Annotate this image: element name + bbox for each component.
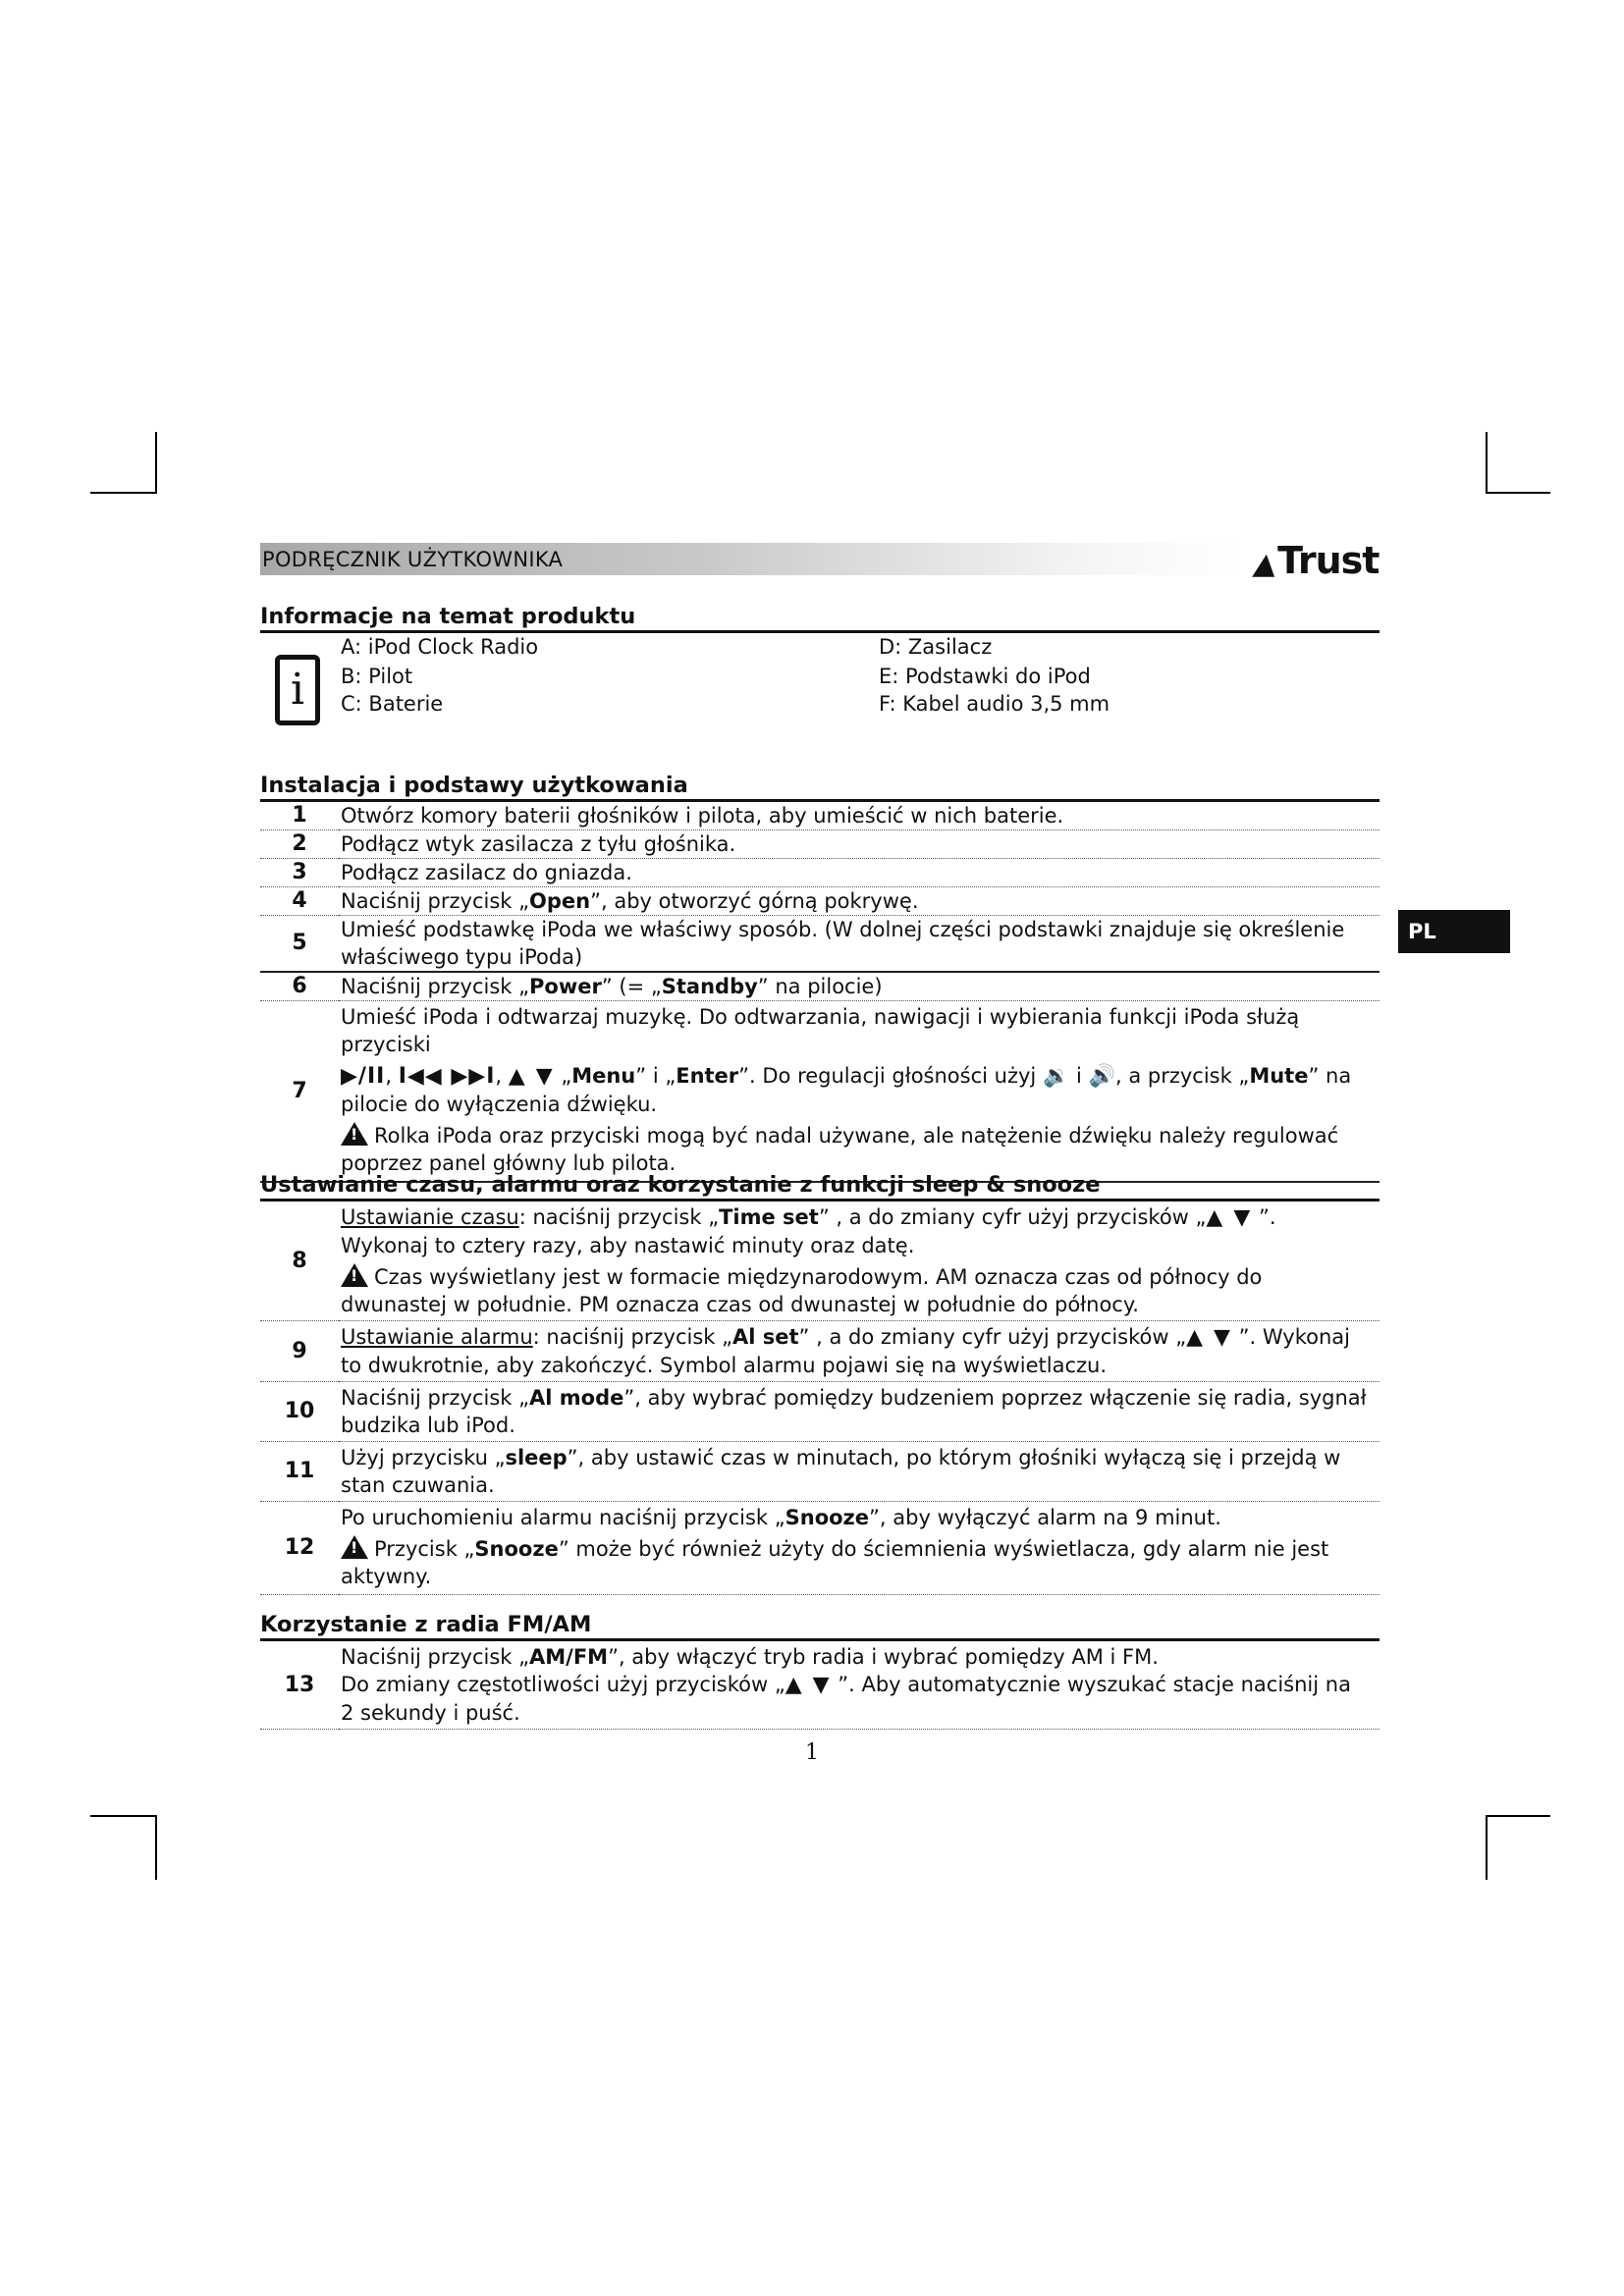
section-title: Informacje na temat produktu <box>260 604 636 629</box>
product-item: B: Pilot <box>341 665 413 688</box>
step-number: 3 <box>292 860 307 884</box>
step-number: 5 <box>292 931 307 955</box>
step-text: Ustawianie alarmu: naciśnij przycisk „Al set” , a do zmiany cyfr użyj przycisków „▲ ▼ ”. Wykonaj to dwukrotnie, aby zakończyć. Symbol alarmu pojawi się na wyświetlaczu. <box>341 1325 1350 1377</box>
product-item: E: Podstawki do iPod <box>879 665 1091 688</box>
step-line: Ustawianie czasu: naciśnij przycisk „Time set” , a do zmiany cyfr użyj przycisków „▲ ▼ ”. Wykonaj to cztery razy, aby nastawić minuty oraz datę. <box>341 1205 1276 1257</box>
step-number: 6 <box>292 974 307 998</box>
button-name: Al set <box>732 1325 799 1349</box>
step-number: 12 <box>284 1535 315 1560</box>
volume-up-icon: 🔊 <box>1088 1064 1115 1089</box>
section-time <box>260 1171 1380 1201</box>
step-text: Naciśnij przycisk „Power” (= „Standby” na pilocie) <box>341 975 883 998</box>
step-row <box>260 887 1380 916</box>
step-row <box>260 859 1380 887</box>
button-name: Enter <box>676 1064 739 1088</box>
step-text <box>339 1201 1380 1321</box>
step-note: !Przycisk „Snooze” może być również użyty do ściemnienia wyświetlacza, gdy alarm nie jest aktywny. <box>341 1535 1370 1590</box>
button-name: Power <box>529 975 602 998</box>
warning-icon <box>341 1535 368 1559</box>
step-row <box>260 1502 1380 1595</box>
button-name: AM/FM <box>529 1645 609 1669</box>
trust-logo <box>1251 539 1380 582</box>
button-name: Menu <box>571 1064 636 1088</box>
step-number: 13 <box>284 1672 315 1697</box>
info-icon: i <box>275 655 320 725</box>
step-line: Po uruchomieniu alarmu naciśnij przycisk „Snooze”, aby wyłączyć alarm na 9 minut. <box>341 1506 1221 1529</box>
step-number: 7 <box>292 1078 307 1103</box>
product-item: C: Baterie <box>341 692 444 716</box>
section-install <box>260 772 1380 802</box>
button-name: Open <box>529 889 591 913</box>
step-row <box>260 916 1380 973</box>
volume-down-icon: 🔉 <box>1042 1064 1070 1089</box>
product-item: F: Kabel audio 3,5 mm <box>879 692 1110 716</box>
page-number: 1 <box>805 1740 819 1765</box>
step-row <box>260 1001 1380 1183</box>
step-heading: Ustawianie alarmu <box>341 1325 533 1349</box>
crop-mark <box>90 1815 157 1817</box>
section-title: Ustawianie czasu, alarmu oraz korzystanie z funkcji sleep & snooze <box>260 1172 1101 1198</box>
button-name: Time set <box>719 1205 819 1229</box>
step-text: Naciśnij przycisk „Open”, aby otworzyć górną pokrywę. <box>341 889 919 913</box>
section-title: Korzystanie z radia FM/AM <box>260 1612 592 1637</box>
language-tab: PL <box>1398 910 1510 953</box>
step-line: Do zmiany częstotliwości użyj przycisków „▲ ▼ ”. Aby automatycznie wyszukać stacje naciśnij na 2 sekundy i puść. <box>341 1673 1351 1725</box>
step-text: Umieść podstawkę iPoda we właściwy sposób. (W dolnej części podstawki znajduje się określenie właściwego typu iPoda) <box>341 918 1345 969</box>
button-name: Al mode <box>529 1386 624 1410</box>
step-text: Podłącz wtyk zasilacza z tyłu głośnika. <box>341 832 736 856</box>
step-row <box>260 972 1380 1001</box>
step-number: 10 <box>284 1399 315 1423</box>
step-text <box>339 1502 1380 1595</box>
install-steps-table <box>260 802 1380 1183</box>
play-pause-icon: ▶/II <box>341 1064 386 1089</box>
manual-title: PODRĘCZNIK UŻYTKOWNIKA <box>262 548 564 571</box>
warning-icon <box>341 1263 368 1287</box>
step-number: 11 <box>284 1459 315 1483</box>
button-name: Snooze <box>474 1537 559 1561</box>
step-text: Otwórz komory baterii głośników i pilota, aby umieścić w nich baterie. <box>341 804 1064 828</box>
step-number: 2 <box>292 831 307 856</box>
section-title: Instalacja i podstawy użytkowania <box>260 773 688 798</box>
step-text: Użyj przycisku „sleep”, aby ustawić czas w minutach, po którym głośniki wyłączą się i przejdą w stan czuwania. <box>341 1446 1341 1497</box>
button-name: Standby <box>661 975 758 998</box>
trust-logo-mark-icon: ▲ <box>1251 547 1278 581</box>
header-bar <box>260 543 1242 575</box>
button-name: Snooze <box>785 1506 870 1529</box>
step-row <box>260 1382 1380 1442</box>
step-number: 1 <box>292 803 307 828</box>
step-line: Umieść iPoda i odtwarzaj muzykę. Do odtwarzania, nawigacji i wybierania funkcji iPoda służą przyciski <box>341 1005 1300 1056</box>
up-down-arrows-icon: ▲ ▼ <box>1186 1325 1232 1350</box>
step-heading: Ustawianie czasu <box>341 1205 519 1229</box>
crop-mark <box>1486 1815 1550 1817</box>
product-item: D: Zasilacz <box>879 635 993 659</box>
crop-mark <box>1486 1815 1488 1880</box>
step-number: 8 <box>292 1248 307 1273</box>
warning-icon <box>341 1122 368 1146</box>
step-text <box>339 1001 1380 1183</box>
step-number: 4 <box>292 888 307 913</box>
crop-mark <box>1486 432 1488 493</box>
step-text <box>339 1641 1380 1730</box>
step-row <box>260 1321 1380 1382</box>
crop-mark <box>155 1815 157 1880</box>
button-name: Mute <box>1249 1064 1309 1088</box>
step-note: !Czas wyświetlany jest w formacie międzynarodowym. AM oznacza czas od północy do dwunastej w południe. PM oznacza czas od dwunastej w południe do północy. <box>341 1263 1370 1318</box>
up-down-arrows-icon: ▲ ▼ <box>785 1673 832 1697</box>
step-row <box>260 802 1380 830</box>
skip-icon: I◀◀ ▶▶I <box>398 1064 496 1089</box>
step-line: Naciśnij przycisk „AM/FM”, aby włączyć tryb radia i wybrać pomiędzy AM i FM. <box>341 1645 1159 1669</box>
up-down-arrows-icon: ▲ ▼ <box>1206 1205 1253 1230</box>
section-product-info <box>260 603 1380 633</box>
trust-logo-text: Trust <box>1277 539 1380 582</box>
crop-mark <box>1486 492 1550 494</box>
step-row <box>260 830 1380 859</box>
up-down-arrows-icon: ▲ ▼ <box>508 1064 555 1089</box>
step-row <box>260 1641 1380 1730</box>
step-row <box>260 1201 1380 1321</box>
crop-mark <box>90 492 157 494</box>
radio-steps-table <box>260 1641 1380 1730</box>
time-steps-table <box>260 1201 1380 1595</box>
step-text: Naciśnij przycisk „Al mode”, aby wybrać pomiędzy budzeniem poprzez włączenie się radia, sygnał budzika lub iPod. <box>341 1386 1367 1437</box>
step-row <box>260 1442 1380 1502</box>
product-item: A: iPod Clock Radio <box>341 635 539 659</box>
step-note: !Rolka iPoda oraz przyciski mogą być nadal używane, ale natężenie dźwięku należy regulować poprzez panel główny lub pilota. <box>341 1122 1370 1177</box>
section-radio <box>260 1611 1380 1641</box>
button-name: sleep <box>505 1446 568 1469</box>
step-number: 9 <box>292 1338 307 1363</box>
step-line: ▶/II, I◀◀ ▶▶I, ▲ ▼ „Menu” i „Enter”. Do regulacji głośności użyj 🔉 i 🔊, a przycisk „Mute” na pilocie do wyłączenia dźwięku. <box>341 1064 1352 1116</box>
step-text: Podłącz zasilacz do gniazda. <box>341 861 632 884</box>
crop-mark <box>155 432 157 493</box>
